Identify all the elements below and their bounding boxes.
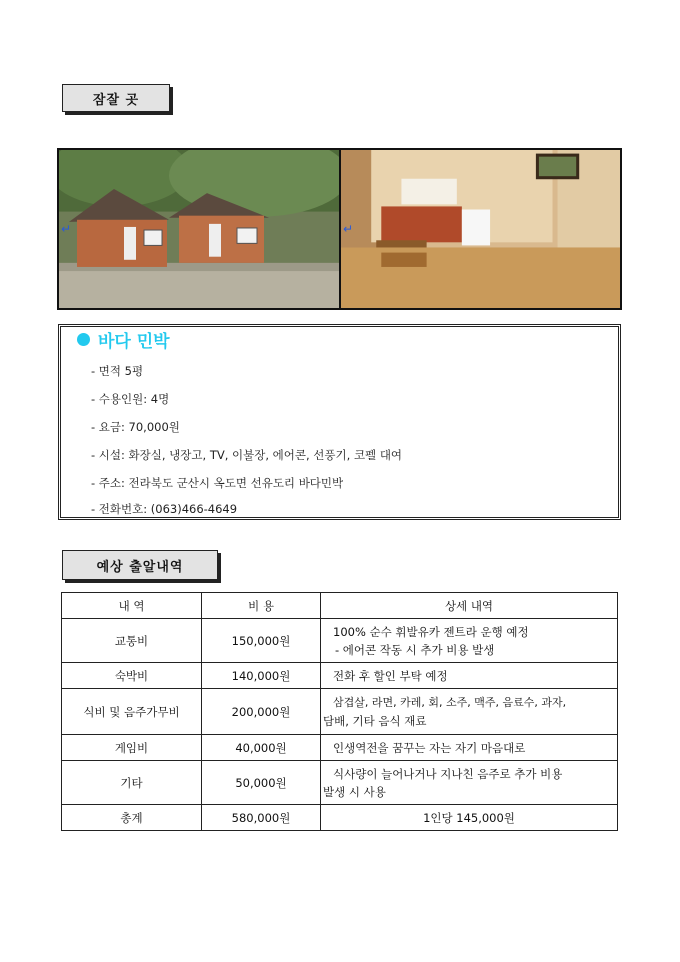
bullet-dot-icon [77,333,90,346]
detail-line: 삼겹살, 라면, 카레, 회, 소주, 맥주, 음료수, 과자, [333,695,567,709]
info-capacity: - 수용인원: 4명 [91,392,170,406]
row-cost: 200,000원 [202,689,321,735]
row-item: 숙박비 [62,663,202,689]
info-price: - 요금: 70,000원 [91,420,180,434]
row-detail [321,689,618,735]
table-row-total [62,805,618,831]
info-address: - 주소: 전라북도 군산시 옥도면 선유도리 바다민박 [91,476,344,490]
header-detail: 상세 내역 [321,593,618,619]
cabin-exterior-photo [59,150,339,308]
info-phone: - 전화번호: (063)466-4649 [91,502,238,516]
detail-line: 발생 시 사용 [323,784,386,799]
lodging-name [77,327,170,352]
row-cost: 140,000원 [202,663,321,689]
row-item: 기타 [62,761,202,805]
detail-line: 담배, 기타 음식 재료 [323,713,427,728]
return-mark-icon: ↵ [343,222,354,236]
header-cost: 비 용 [202,593,321,619]
section-title-lodging: 잠잘 곳 [62,84,170,112]
row-cost: 40,000원 [202,735,321,761]
info-area: - 면적 5평 [91,364,144,378]
section-title-expenses: 예상 출알내역 [62,550,218,580]
expense-table [61,592,618,831]
lodging-info-box [60,326,619,518]
row-item: 교통비 [62,619,202,663]
detail-line: 식사량이 늘어나거나 지나친 음주로 추가 비용 [333,766,563,781]
return-mark-icon: ↵ [61,222,72,236]
table-row [62,689,618,735]
detail-line: - 에어콘 작동 시 추가 비용 발생 [335,642,495,657]
photo-strip [57,148,622,310]
row-detail [321,663,618,689]
table-row [62,619,618,663]
table-header-row [62,593,618,619]
row-detail [321,761,618,805]
row-detail [321,619,618,663]
row-item: 총계 [62,805,202,831]
row-detail [321,735,618,761]
detail-line: 전화 후 할인 부탁 예정 [333,668,448,683]
info-facilities: - 시설: 화장실, 냉장고, TV, 이불장, 에어콘, 선풍기, 코펠 대여 [91,448,403,462]
cabin-interior-photo [341,150,620,308]
row-cost: 580,000원 [202,805,321,831]
table-row [62,761,618,805]
table-row [62,663,618,689]
detail-line: 100% 순수 휘발유카 젠트라 운행 예정 [333,624,529,639]
row-detail: 1인당 145,000원 [321,805,618,831]
row-cost: 150,000원 [202,619,321,663]
lodging-name-text: 바다 민박 [98,332,170,352]
detail-line: 인생역전을 꿈꾸는 자는 자기 마음대로 [333,740,526,755]
table-row [62,735,618,761]
header-item: 내 역 [62,593,202,619]
row-item: 식비 및 음주가무비 [62,689,202,735]
row-item: 게임비 [62,735,202,761]
row-cost: 50,000원 [202,761,321,805]
